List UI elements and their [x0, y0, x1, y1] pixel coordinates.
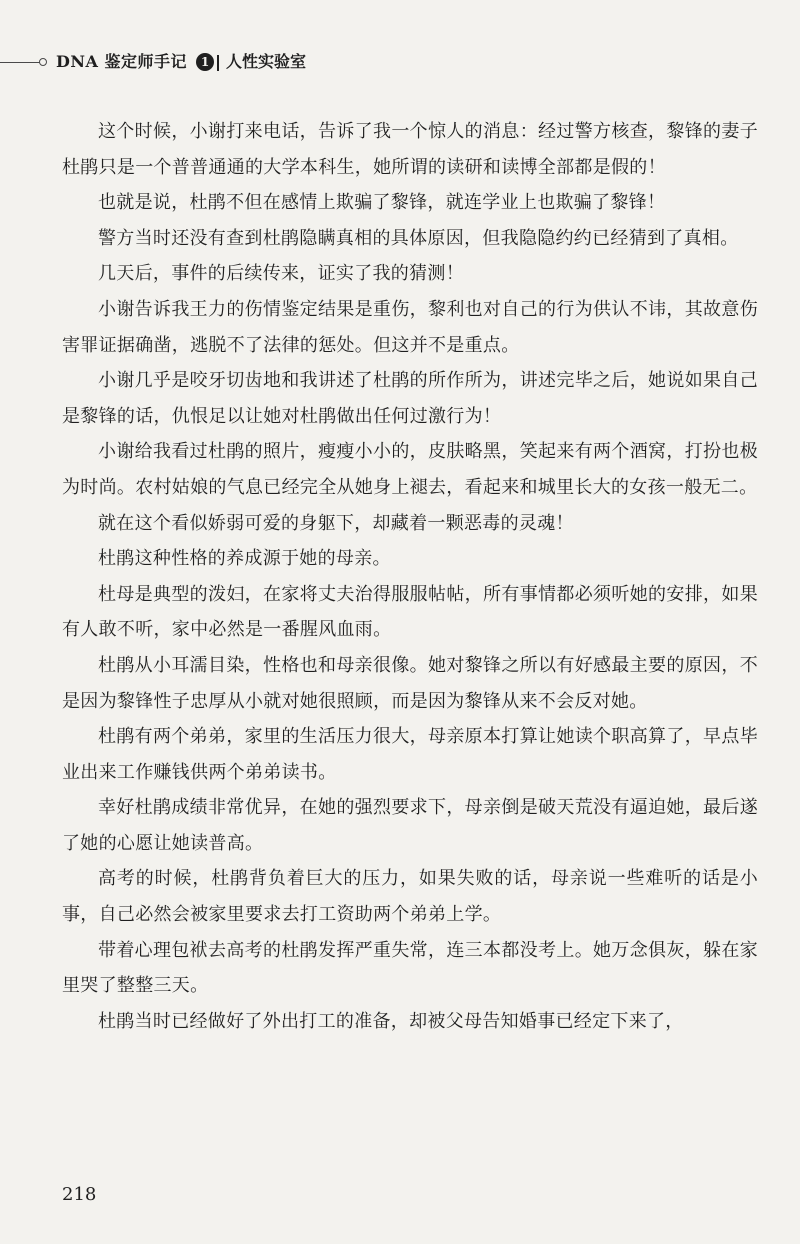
- paragraph: 警方当时还没有查到杜鹃隐瞒真相的具体原因，但我隐隐约约已经猜到了真相。: [98, 227, 739, 249]
- paragraph: 杜母是典型的泼妇，在家将丈夫治得服服帖帖，所有事情都必须听她的安排，如果有人敢不听，家中必然是一番腥风血雨。: [62, 583, 758, 641]
- paragraph: 杜鹃当时已经做好了外出打工的准备，却被父母告知婚事已经定下来了，: [98, 1010, 684, 1032]
- paragraph: 幸好杜鹃成绩非常优异，在她的强烈要求下，母亲倒是破天荒没有逼迫她，最后遂了她的心愿让她读普高。: [62, 797, 758, 854]
- paragraph: 带着心理包袱去高考的杜鹃发挥严重失常，连三本都没考上。她万念俱灰，躲在家里哭了整整三天。: [62, 939, 758, 997]
- paragraph: 几天后，事件的后续传来，证实了我的猜测！: [98, 263, 464, 285]
- book-title: DNA 鉴定师手记: [56, 52, 187, 71]
- paragraph: 杜鹃这种性格的养成源于她的母亲。: [98, 548, 391, 570]
- body-text: [62, 114, 758, 1039]
- paragraph: 小谢给我看过杜鹃的照片，瘦瘦小小的，皮肤略黑，笑起来有两个酒窝，打扮也极为时尚。农村姑娘的气息已经完全从她身上褪去，看起来和城里长大的女孩一般无二。: [62, 441, 758, 498]
- paragraph: 小谢几乎是咬牙切齿地和我讲述了杜鹃的所作所为，讲述完毕之后，她说如果自己是黎锋的话，仇恨足以让她对杜鹃做出任何过激行为！: [62, 370, 758, 427]
- paragraph: 小谢告诉我王力的伤情鉴定结果是重伤，黎利也对自己的行为供认不讳，其故意伤害罪证据确凿，逃脱不了法律的惩处。但这并不是重点。: [62, 298, 758, 356]
- paragraph: 也就是说，杜鹃不但在感情上欺骗了黎锋，就连学业上也欺骗了黎锋！: [98, 192, 666, 214]
- paragraph: 杜鹃从小耳濡目染，性格也和母亲很像。她对黎锋之所以有好感最主要的原因，不是因为黎锋性子忠厚从小就对她很照顾，而是因为黎锋从来不会反对她。: [62, 654, 758, 712]
- paragraph: 杜鹃有两个弟弟，家里的生活压力很大，母亲原本打算让她读个职高算了，早点毕业出来工作赚钱供两个弟弟读书。: [62, 726, 758, 783]
- header-divider: [217, 55, 219, 71]
- running-header: [0, 51, 800, 75]
- paragraph: 就在这个看似娇弱可爱的身躯下，却藏着一颗恶毒的灵魂！: [98, 512, 574, 534]
- paragraph: 高考的时候，杜鹃背负着巨大的压力，如果失败的话，母亲说一些难听的话是小事，自己必然会被家里要求去打工资助两个弟弟上学。: [62, 868, 758, 926]
- paragraph: 这个时候，小谢打来电话，告诉了我一个惊人的消息：经过警方核查，黎锋的妻子杜鹃只是一个普普通通的大学本科生，她所谓的读研和读博全部都是假的！: [62, 121, 758, 178]
- volume-number-badge: 1: [196, 53, 214, 71]
- header-circle-ornament: [39, 58, 47, 66]
- book-subtitle: 人性实验室: [226, 52, 307, 71]
- header-rule-line: [0, 62, 40, 63]
- page-number: 218: [62, 1184, 97, 1205]
